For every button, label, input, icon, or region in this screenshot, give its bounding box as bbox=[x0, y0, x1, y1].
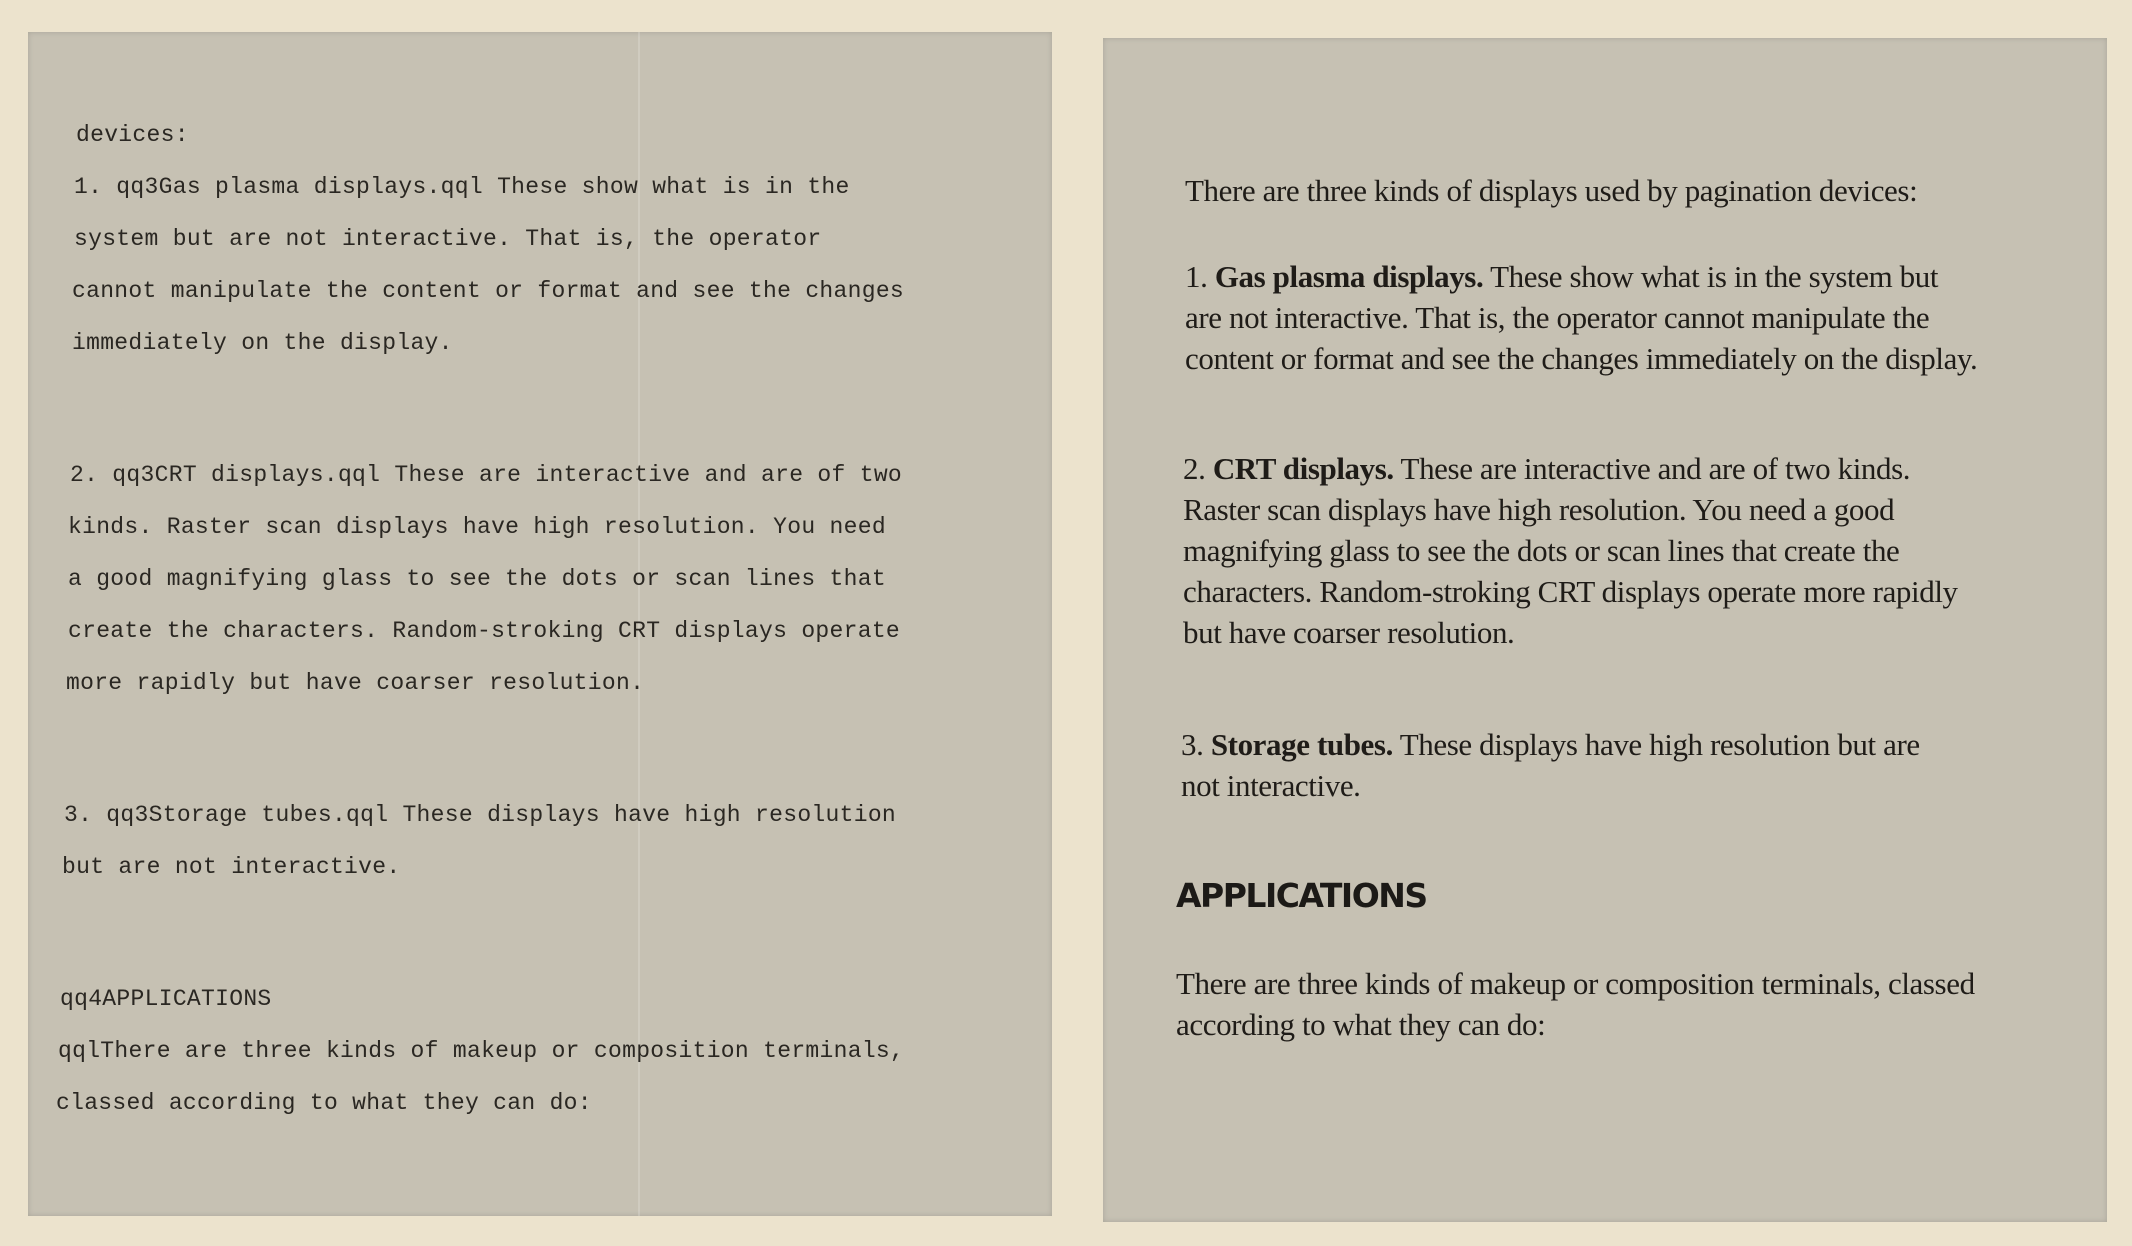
item-1-term: Gas plasma displays. bbox=[1214, 259, 1484, 294]
item-3-number: 3. bbox=[1181, 727, 1204, 762]
item-2-line: characters. Random-stroking CRT displays operate more rapidly bbox=[1183, 574, 1958, 609]
typed-line: create the characters. Random-stroking CRT displays operate bbox=[68, 618, 901, 644]
item-3-text: These displays have high resolution but are bbox=[1399, 727, 1920, 762]
typed-line: qqlThere are three kinds of makeup or composition terminals, bbox=[58, 1038, 905, 1064]
typed-line: but are not interactive. bbox=[62, 854, 401, 880]
item-2-first-line bbox=[1183, 448, 1910, 489]
typeset-page bbox=[1103, 38, 2107, 1222]
item-1-line: content or format and see the changes immediately on the display. bbox=[1185, 341, 1978, 376]
typed-line: classed according to what they can do: bbox=[56, 1090, 592, 1116]
item-1-text: These show what is in the system but bbox=[1490, 259, 1939, 294]
applications-heading: APPLICATIONS bbox=[1176, 876, 1427, 915]
item-2-text: These are interactive and are of two kinds. bbox=[1400, 451, 1911, 486]
item-2-line: magnifying glass to see the dots or scan lines that create the bbox=[1183, 533, 1900, 568]
typed-line: qq4APPLICATIONS bbox=[60, 986, 272, 1012]
typed-line: kinds. Raster scan displays have high resolution. You need bbox=[68, 514, 886, 540]
item-3-term: Storage tubes. bbox=[1210, 727, 1393, 762]
closing-line: There are three kinds of makeup or composition terminals, classed bbox=[1176, 966, 1975, 1001]
item-3-first-line bbox=[1181, 724, 1920, 765]
typed-line: 2. qq3CRT displays.qql These are interactive and are of two bbox=[70, 462, 903, 488]
item-1-first-line bbox=[1185, 256, 1938, 297]
typed-line: 1. qq3Gas plasma displays.qql These show what is in the bbox=[74, 174, 850, 200]
item-1-line: are not interactive. That is, the operator cannot manipulate the bbox=[1185, 300, 1930, 335]
item-2-number: 2. bbox=[1183, 451, 1206, 486]
typed-line: cannot manipulate the content or format and see the changes bbox=[72, 278, 905, 304]
typed-line: a good magnifying glass to see the dots or scan lines that bbox=[68, 566, 886, 592]
item-3-line: not interactive. bbox=[1181, 768, 1361, 803]
typed-line: system but are not interactive. That is, the operator bbox=[74, 226, 822, 252]
typed-line: devices: bbox=[76, 122, 189, 148]
typed-line: immediately on the display. bbox=[72, 330, 453, 356]
item-2-line: but have coarser resolution. bbox=[1183, 615, 1515, 650]
typed-line: 3. qq3Storage tubes.qql These displays have high resolution bbox=[64, 802, 897, 828]
typed-line: more rapidly but have coarser resolution. bbox=[66, 670, 645, 696]
typewritten-page bbox=[28, 32, 1052, 1216]
item-2-line: Raster scan displays have high resolution. You need a good bbox=[1183, 492, 1895, 527]
closing-line: according to what they can do: bbox=[1176, 1007, 1546, 1042]
intro-line: There are three kinds of displays used by pagination devices: bbox=[1185, 173, 1918, 208]
item-1-number: 1. bbox=[1185, 259, 1208, 294]
item-2-term: CRT displays. bbox=[1212, 451, 1394, 486]
